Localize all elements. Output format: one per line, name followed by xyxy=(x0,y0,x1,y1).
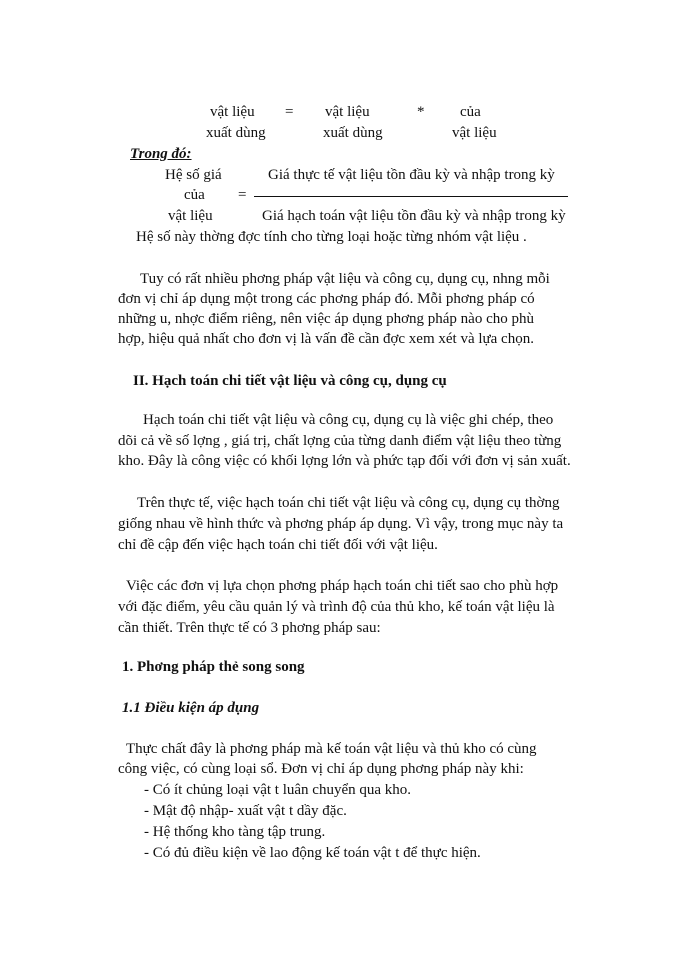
para4-line-1: Việc các đơn vị lựa chọn phơng pháp hạch toán chi tiết sao cho phù hợp xyxy=(126,578,559,594)
coefficient-label: Hệ số giá xyxy=(165,167,222,183)
formula1-sub-1: xuất dùng xyxy=(206,125,266,141)
para5-line-1: Thực chất đây là phơng pháp mà kế toán vật liệu và thủ kho có cùng xyxy=(126,741,537,757)
formula1-label-3: của xyxy=(460,104,481,120)
list-item: - Có đủ điều kiện về lao động kế toán vật t để thực hiện. xyxy=(144,845,481,861)
coefficient-note: Hệ số này thờng đợc tính cho từng loại hoặc từng nhóm vật liệu . xyxy=(136,229,527,245)
list-item: - Có ít chủng loại vật t luân chuyển qua kho. xyxy=(144,782,412,798)
section-heading-ii: II. Hạch toán chi tiết vật liệu và công cụ, dụng cụ xyxy=(133,373,447,389)
formula1-equals: = xyxy=(285,104,294,120)
formula1-sub-3: vật liệu xyxy=(452,125,497,141)
para2-line-1: Hạch toán chi tiết vật liệu và công cụ, dụng cụ là việc ghi chép, theo xyxy=(143,412,554,428)
formula1-multiply: * xyxy=(417,104,425,120)
fraction-numerator: Giá thực tế vật liệu tồn đầu kỳ và nhập trong kỳ xyxy=(268,167,555,183)
section-heading-1-1: 1.1 Điều kiện áp dụng xyxy=(122,700,260,716)
para1-line-4: hợp, hiệu quả nhất cho đơn vị là vấn đề cần đợc xem xét và lựa chọn. xyxy=(118,331,534,347)
coefficient-label-material: vật liệu xyxy=(168,208,213,224)
formula1-sub-2: xuất dùng xyxy=(323,125,383,141)
para3-line-1: Trên thực tế, việc hạch toán chi tiết vật liệu và công cụ, dụng cụ thờng xyxy=(137,495,560,511)
para1-line-2: đơn vị chỉ áp dụng một trong các phơng pháp đó. Mỗi phơng pháp có xyxy=(118,291,535,307)
coefficient-label-of: của xyxy=(184,187,205,203)
formula2-equals: = xyxy=(238,187,247,203)
para1-line-1: Tuy có rất nhiều phơng pháp vật liệu và công cụ, dụng cụ, nhng mỗi xyxy=(140,271,550,287)
para3-line-3: chỉ đề cập đến việc hạch toán chi tiết đối với vật liệu. xyxy=(118,537,438,553)
para1-line-3: những u, nhợc điểm riêng, nên việc áp dụng phơng pháp nào cho phù xyxy=(118,311,534,327)
fraction-bar xyxy=(254,196,568,197)
para4-line-3: cần thiết. Trên thực tế có 3 phơng pháp sau: xyxy=(118,620,381,636)
where-label: Trong đó: xyxy=(130,146,192,162)
para2-line-2: dõi cả về số lợng , giá trị, chất lợng của từng danh điểm vật liệu theo từng xyxy=(118,433,562,449)
list-item: - Hệ thống kho tàng tập trung. xyxy=(144,824,326,840)
section-heading-1: 1. Phơng pháp thẻ song song xyxy=(122,659,305,675)
para5-line-2: công việc, có cùng loại sổ. Đơn vị chỉ áp dụng phơng pháp này khi: xyxy=(118,761,524,777)
para2-line-3: kho. Đây là công việc có khối lợng lớn và phức tạp đối với đơn vị sản xuất. xyxy=(118,453,571,469)
fraction-denominator: Giá hạch toán vật liệu tồn đầu kỳ và nhập trong kỳ xyxy=(262,208,566,224)
para3-line-2: giống nhau về hình thức và phơng pháp áp dụng. Vì vậy, trong mục này ta xyxy=(118,516,564,532)
para4-line-2: với đặc điểm, yêu cầu quản lý và trình độ của thủ kho, kế toán vật liệu là xyxy=(118,599,555,615)
formula1-label-1: vật liệu xyxy=(210,104,255,120)
list-item: - Mật độ nhập- xuất vật t dầy đặc. xyxy=(144,803,347,819)
formula1-label-2: vật liệu xyxy=(325,104,370,120)
